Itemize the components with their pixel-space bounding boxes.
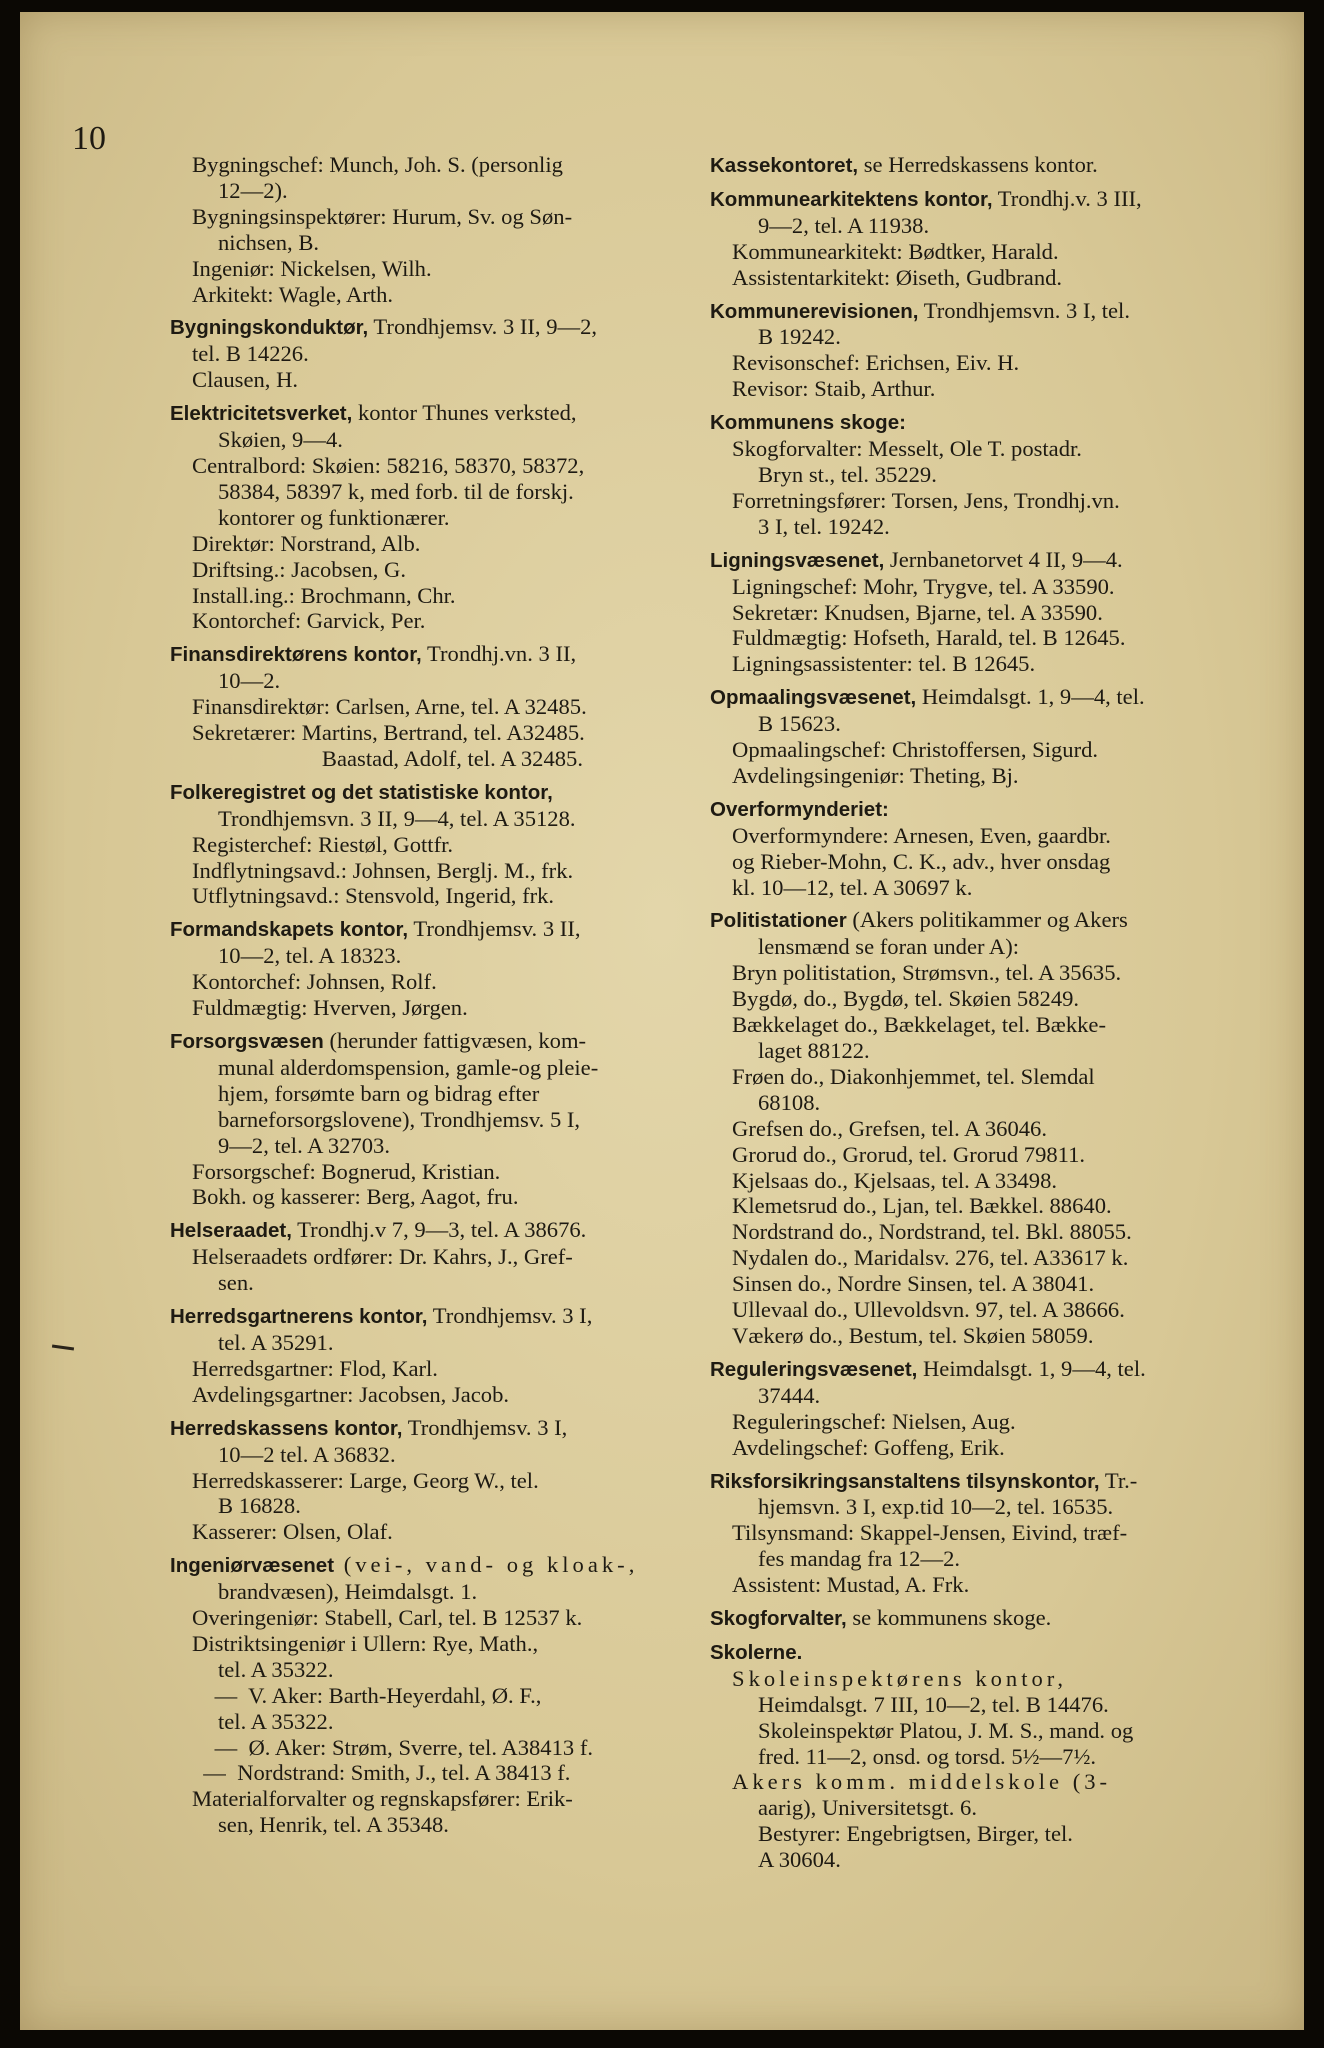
entry-heading-line <box>170 916 692 943</box>
entry-text: Tilsynsmand: Skappel-Jensen, Eivind, træf- <box>732 1520 1128 1546</box>
entry-text: aarig), Universitetsgt. 6. <box>758 1795 977 1821</box>
entry-text: hjem, forsømte barn og bidrag efter <box>218 1080 540 1106</box>
entry-line <box>170 1382 692 1408</box>
entry-text: Kasserer: Olsen, Olaf. <box>192 1519 393 1545</box>
right-column <box>710 152 1250 1880</box>
entry-line <box>170 1631 692 1657</box>
entry-text: barneforsorgslovene), Trondhjemsv. 5 I, <box>218 1106 581 1132</box>
entry-heading-line <box>170 400 692 427</box>
directory-entry <box>710 409 1250 540</box>
entry-line <box>710 1090 1250 1116</box>
entry-text: Kommunearkitekt: Bødtker, Harald. <box>732 238 1059 264</box>
entry-text: (Akers politikammer og Akers <box>846 907 1128 933</box>
entry-line <box>170 969 692 995</box>
entry-line <box>710 1383 1250 1409</box>
entry-text: kontor Thunes verksted, <box>352 400 577 426</box>
entry-line <box>170 557 692 583</box>
entry-text: munal alderdomspension, gamle-og pleie- <box>218 1054 599 1080</box>
entry-text: Bryn politistation, Strømsvn., tel. A 35635. <box>732 960 1122 986</box>
entry-line <box>170 1519 692 1545</box>
entry-line <box>710 324 1250 350</box>
entry-line <box>170 1760 692 1786</box>
entry-heading-line <box>170 1415 692 1442</box>
entry-line <box>170 341 692 367</box>
directory-entry <box>170 1217 692 1296</box>
entry-line <box>170 282 692 308</box>
entry-text: sen, Henrik, tel. A 35348. <box>218 1812 449 1838</box>
entry-heading-line <box>710 1356 1250 1383</box>
entry-text: 12—2). <box>218 177 288 203</box>
entry-text: Grefsen do., Grefsen, tel. A 36046. <box>732 1115 1047 1141</box>
entry-heading-line <box>710 1468 1250 1495</box>
entry-heading-line <box>710 152 1250 179</box>
entry-text: Registerchef: Riestøl, Gottfr. <box>192 831 454 857</box>
entry-text: Overingeniør: Stabell, Carl, tel. B 12537 k. <box>192 1605 583 1631</box>
entry-text: se kommunens skoge. <box>846 1605 1052 1631</box>
entry-line <box>170 1493 692 1519</box>
page-number: 10 <box>72 120 106 157</box>
entry-line <box>170 1786 692 1812</box>
entry-line <box>170 608 692 634</box>
entry-line <box>170 1330 692 1356</box>
entry-text: B 16828. <box>218 1493 301 1519</box>
entry-heading: Ingeniørvæsenet <box>170 1554 335 1578</box>
entry-text: Trondhjemsv. 3 II, 9—2, <box>368 314 598 340</box>
entry-line <box>710 823 1250 849</box>
entry-text: Skogforvalter: Messelt, Ole T. postadr. <box>732 436 1082 462</box>
entry-line <box>170 1356 692 1382</box>
entry-heading-line <box>170 1552 692 1579</box>
entry-text: Revisonschef: Erichsen, Eiv. H. <box>732 350 1020 376</box>
entry-text: 9—2, tel. A 11938. <box>758 212 930 238</box>
entry-line <box>710 960 1250 986</box>
entry-line <box>170 453 692 479</box>
entry-text: 10—2, tel. A 18323. <box>218 943 402 969</box>
entry-line <box>170 1579 692 1605</box>
entry-text: Herredsgartner: Flod, Karl. <box>192 1355 438 1381</box>
entry-text: Revisor: Staib, Arthur. <box>732 376 936 402</box>
entry-heading-line <box>170 779 692 806</box>
entry-text: Direktør: Norstrand, Alb. <box>192 530 421 556</box>
entry-line <box>710 265 1250 291</box>
entry-line <box>710 1847 1250 1873</box>
directory-entry <box>710 298 1250 403</box>
entry-line <box>170 1812 692 1838</box>
entry-text: Bryn st., tel. 35229. <box>758 461 937 487</box>
entry-heading: Bygningskonduktør, <box>170 316 369 340</box>
entry-line <box>170 806 692 832</box>
entry-text: (herunder fattigvæsen, kom- <box>323 1028 587 1053</box>
entry-line <box>710 651 1250 677</box>
entry-line <box>170 531 692 557</box>
entry-line <box>710 1718 1250 1744</box>
entry-text: Finansdirektør: Carlsen, Arne, tel. A 32485. <box>192 694 587 720</box>
entry-line <box>710 1116 1250 1142</box>
entry-text: Trondhjemsv. 3 I, <box>427 1303 593 1329</box>
entry-text: Indflytningsavd.: Johnsen, Berglj. M., frk. <box>192 857 574 883</box>
directory-entry <box>710 1468 1250 1599</box>
entry-line <box>170 583 692 609</box>
entry-heading-line <box>710 409 1250 436</box>
entry-line <box>710 934 1250 960</box>
entry-line <box>170 230 692 256</box>
entry-text: sen. <box>218 1270 254 1296</box>
entry-line <box>710 213 1250 239</box>
entry-line <box>710 1038 1250 1064</box>
directory-entry <box>710 796 1250 901</box>
entry-text: Trondhjemsv. 3 I, <box>402 1414 568 1440</box>
entry-text: Grorud do., Grorud, tel. Grorud 79811. <box>732 1141 1086 1167</box>
entry-line <box>170 152 692 178</box>
entry-text: Tr.- <box>1099 1467 1138 1493</box>
entry-heading: Skolerne. <box>710 1640 803 1664</box>
entry-line <box>710 376 1250 402</box>
entry-text: fes mandag fra 12—2. <box>758 1546 961 1572</box>
entry-text: brandvæsen), Heimdalsgt. 1. <box>218 1579 478 1605</box>
directory-entry <box>710 1639 1250 1873</box>
entry-line <box>710 986 1250 1012</box>
entry-line <box>710 514 1250 540</box>
entry-text: Heimdalsgt. 1, 9—4, tel. <box>917 1355 1146 1381</box>
entry-text: — Nordstrand: Smith, J., tel. A 38413 f. <box>192 1760 571 1786</box>
entry-line <box>710 711 1250 737</box>
entry-line <box>710 1323 1250 1349</box>
entry-line <box>710 1744 1250 1770</box>
directory-entry <box>170 1552 692 1838</box>
entry-text: Nydalen do., Maridalsv. 276, tel. A33617 k. <box>732 1245 1129 1271</box>
entry-heading-line <box>170 641 692 668</box>
entry-line <box>170 858 692 884</box>
entry-heading: Opmaalingsvæsenet, <box>710 686 917 710</box>
entry-text: Fuldmægtig: Hofseth, Harald, tel. B 12645. <box>732 625 1126 651</box>
entry-text: Skoleinspektørens kontor, <box>732 1665 1068 1691</box>
entry-text: Forsorgschef: Bognerud, Kristian. <box>192 1158 501 1184</box>
entry-line <box>170 1107 692 1133</box>
entry-text: Skoleinspektør Platou, J. M. S., mand. og <box>758 1717 1134 1743</box>
entry-text: Avdelingschef: Goffeng, Erik. <box>732 1434 1005 1460</box>
entry-text: Reguleringschef: Nielsen, Aug. <box>732 1408 1016 1434</box>
entry-text: Sekretær: Knudsen, Bjarne, tel. A 33590. <box>732 599 1103 625</box>
entry-text: Trondhjemsv. 3 II, <box>408 916 581 942</box>
entry-line <box>170 367 692 393</box>
entry-line <box>710 350 1250 376</box>
entry-line <box>170 832 692 858</box>
entry-heading-line <box>710 796 1250 823</box>
entry-heading-line <box>710 298 1250 325</box>
entry-text: Bokh. og kasserer: Berg, Aagot, fru. <box>192 1184 519 1210</box>
entry-text: Opmaalingschef: Christoffersen, Sigurd. <box>732 737 1099 763</box>
entry-heading-line <box>170 1217 692 1244</box>
entry-heading: Finansdirektørens kontor, <box>170 643 422 667</box>
entry-text: Vækerø do., Bestum, tel. Skøien 58059. <box>732 1322 1094 1348</box>
entry-line <box>170 1468 692 1494</box>
entry-heading-line <box>710 907 1250 934</box>
entry-heading: Helseraadet, <box>170 1219 292 1243</box>
directory-entry <box>710 547 1250 678</box>
entry-line <box>170 1081 692 1107</box>
entry-text: kontorer og funktionærer. <box>218 504 450 530</box>
entry-text: Trondhj.v. 3 III, <box>992 185 1142 211</box>
entry-heading: Elektricitetsverket, <box>170 402 353 426</box>
entry-line <box>170 505 692 531</box>
entry-line <box>710 1435 1250 1461</box>
entry-line <box>710 1795 1250 1821</box>
directory-page <box>20 12 1304 2030</box>
entry-line <box>170 720 692 746</box>
entry-line <box>170 427 692 453</box>
directory-entry <box>170 1303 692 1408</box>
entry-text: Sinsen do., Nordre Sinsen, tel. A 38041. <box>732 1271 1095 1297</box>
directory-entry <box>170 1028 692 1210</box>
entry-line <box>710 1546 1250 1572</box>
entry-line <box>170 204 692 230</box>
entry-line <box>710 1692 1250 1718</box>
entry-text: Avdelingsgartner: Jacobsen, Jacob. <box>192 1381 510 1407</box>
entry-text: Jernbanetorvet 4 II, 9—4. <box>884 546 1123 572</box>
entry-text: se Herredskassens kontor. <box>858 152 1098 177</box>
entry-text: Frøen do., Diakonhjemmet, tel. Slemdal <box>732 1063 1095 1089</box>
entry-heading: Forsorgsvæsen <box>170 1030 324 1053</box>
directory-entry <box>170 641 692 772</box>
entry-heading: Kommunens skoge: <box>710 411 906 435</box>
entry-line <box>170 1270 692 1296</box>
entry-line <box>710 1271 1250 1297</box>
entry-heading: Formandskapets kontor, <box>170 918 409 942</box>
entry-text: Akers komm. middelskole (3- <box>732 1769 1112 1795</box>
entry-line <box>170 479 692 505</box>
entry-line <box>710 462 1250 488</box>
entry-text: (vei-, vand- og kloak-, <box>334 1552 639 1578</box>
entry-line <box>170 256 692 282</box>
entry-text: Heimdalsgt. 1, 9—4, tel. <box>916 684 1145 710</box>
entry-text: Trondhjemsvn. 3 II, 9—4, tel. A 35128. <box>218 805 576 831</box>
entry-text: — Ø. Aker: Strøm, Sverre, tel. A38413 f. <box>192 1734 593 1760</box>
entry-text: A 30604. <box>758 1847 841 1873</box>
entry-line <box>170 1442 692 1468</box>
entry-line <box>170 1055 692 1081</box>
entry-line <box>170 1657 692 1683</box>
entry-text: 37444. <box>758 1382 821 1408</box>
directory-entry <box>170 400 692 634</box>
entry-line <box>710 625 1250 651</box>
entry-text: Arkitekt: Wagle, Arth. <box>192 281 394 307</box>
directory-entry <box>170 314 692 393</box>
entry-text: Ullevaal do., Ullevoldsvn. 97, tel. A 38666. <box>732 1297 1125 1323</box>
entry-text: fred. 11—2, onsd. og torsd. 5½—7½. <box>758 1743 1097 1769</box>
entry-text: 10—2. <box>218 668 281 694</box>
entry-heading-line <box>710 186 1250 213</box>
directory-entry <box>710 907 1250 1348</box>
entry-heading: Kommunearkitektens kontor, <box>710 187 993 211</box>
entry-line <box>710 1297 1250 1323</box>
entry-heading: Folkeregistret og det statistiske kontor, <box>170 780 553 804</box>
entry-text: Trondhj.v 7, 9—3, tel. A 38676. <box>291 1217 587 1243</box>
entry-text: Bestyrer: Engebrigtsen, Birger, tel. <box>758 1821 1073 1847</box>
entry-text: 58384, 58397 k, med forb. til de forskj. <box>218 478 574 504</box>
entry-text: tel. A 35291. <box>218 1329 334 1355</box>
entry-line <box>710 1142 1250 1168</box>
entry-line <box>710 1193 1250 1219</box>
entry-text: Install.ing.: Brochmann, Chr. <box>192 582 456 608</box>
entry-line <box>170 746 692 772</box>
directory-entry <box>170 1415 692 1546</box>
entry-text: Klemetsrud do., Ljan, tel. Bækkel. 88640. <box>732 1193 1112 1219</box>
entry-line <box>710 600 1250 626</box>
entry-line <box>170 883 692 909</box>
entry-text: Baastad, Adolf, tel. A 32485. <box>192 745 583 771</box>
entry-line <box>710 875 1250 901</box>
entry-line <box>710 574 1250 600</box>
entry-text: Ligningsassistenter: tel. B 12645. <box>732 651 1036 677</box>
entry-line <box>710 1769 1250 1795</box>
entry-line <box>710 849 1250 875</box>
entry-line <box>710 1245 1250 1271</box>
entry-line <box>170 1605 692 1631</box>
entry-text: Overformyndere: Arnesen, Even, gaardbr. <box>732 822 1111 848</box>
entry-line <box>710 1168 1250 1194</box>
entry-text: lensmænd se foran under A): <box>758 934 1020 960</box>
entry-line <box>710 1494 1250 1520</box>
entry-text: Assistent: Mustad, A. Frk. <box>732 1572 970 1598</box>
entry-text: Skøien, 9—4. <box>218 427 343 453</box>
directory-entry <box>710 1605 1250 1632</box>
entry-text: — V. Aker: Barth-Heyerdahl, Ø. F., <box>192 1682 542 1708</box>
entry-heading-line <box>170 1028 692 1055</box>
entry-text: Avdelingsingeniør: Theting, Bj. <box>732 762 1019 788</box>
entry-line <box>710 1219 1250 1245</box>
entry-line <box>170 995 692 1021</box>
entry-text: kl. 10—12, tel. A 30697 k. <box>732 874 973 900</box>
directory-entry <box>710 186 1250 291</box>
entry-line <box>710 1666 1250 1692</box>
entry-text: Kjelsaas do., Kjelsaas, tel. A 33498. <box>732 1167 1058 1193</box>
entry-text: Bygningschef: Munch, Joh. S. (personlig <box>192 152 563 177</box>
entry-line <box>170 1244 692 1270</box>
entry-text: hjemsvn. 3 I, exp.tid 10—2, tel. 16535. <box>758 1494 1114 1520</box>
entry-line <box>170 1184 692 1210</box>
entry-text: tel. A 35322. <box>218 1708 334 1734</box>
entry-text: Bygdø, do., Bygdø, tel. Skøien 58249. <box>732 986 1080 1012</box>
directory-entry <box>710 684 1250 789</box>
entry-line <box>710 1821 1250 1847</box>
entry-text: B 15623. <box>758 711 841 737</box>
entry-heading: Politistationer <box>710 909 847 933</box>
entry-line <box>710 1012 1250 1038</box>
entry-line <box>170 178 692 204</box>
entry-heading-line <box>170 314 692 341</box>
entry-text: Fuldmægtig: Hverven, Jørgen. <box>192 995 468 1021</box>
entry-text: Bygningsinspektører: Hurum, Sv. og Søn- <box>192 203 573 229</box>
entry-text: tel. B 14226. <box>192 341 309 367</box>
entry-line <box>170 1159 692 1185</box>
entry-line <box>170 1683 692 1709</box>
directory-entry <box>710 1356 1250 1461</box>
entry-heading-line <box>710 684 1250 711</box>
entry-text: Kontorchef: Garvick, Per. <box>192 608 426 634</box>
entry-line <box>710 1572 1250 1598</box>
entry-text: Materialforvalter og regnskapsfører: Erik- <box>192 1786 573 1812</box>
entry-heading: Herredskassens kontor, <box>170 1416 403 1440</box>
entry-heading: Riksforsikringsanstaltens tilsynskontor, <box>710 1469 1100 1493</box>
entry-line <box>710 1520 1250 1546</box>
entry-heading: Herredsgartnerens kontor, <box>170 1305 428 1329</box>
entry-text: Assistentarkitekt: Øiseth, Gudbrand. <box>732 264 1063 290</box>
entry-text: Centralbord: Skøien: 58216, 58370, 58372, <box>192 452 585 478</box>
entry-heading: Overformynderiet: <box>710 797 889 821</box>
entry-heading: Kommunerevisionen, <box>710 299 919 323</box>
entry-line <box>170 1709 692 1735</box>
entry-text: laget 88122. <box>758 1038 870 1063</box>
entry-text: Sekretærer: Martins, Bertrand, tel. A32485. <box>192 720 585 746</box>
directory-entry <box>170 152 692 307</box>
directory-entry <box>170 916 692 1021</box>
entry-line <box>710 1064 1250 1090</box>
entry-line <box>710 763 1250 789</box>
entry-text: Heimdalsgt. 7 III, 10—2, tel. B 14476. <box>758 1691 1109 1717</box>
margin-mark <box>52 1344 74 1350</box>
entry-line <box>710 488 1250 514</box>
entry-line <box>170 694 692 720</box>
entry-heading-line <box>170 1303 692 1330</box>
entry-text: Driftsing.: Jacobsen, G. <box>192 556 406 582</box>
entry-text: tel. A 35322. <box>218 1656 334 1682</box>
entry-text: og Rieber-Mohn, C. K., adv., hver onsdag <box>732 848 1111 874</box>
entry-text: Trondhj.vn. 3 II, <box>421 641 577 667</box>
entry-heading-line <box>710 547 1250 574</box>
entry-line <box>170 668 692 694</box>
entry-line <box>170 1133 692 1159</box>
entry-heading: Skogforvalter, <box>710 1607 847 1631</box>
entry-text: Utflytningsavd.: Stensvold, Ingerid, frk. <box>192 883 555 909</box>
directory-entry <box>170 779 692 910</box>
entry-line <box>710 239 1250 265</box>
entry-text: Ingeniør: Nickelsen, Wilh. <box>192 255 432 281</box>
entry-text: Herredskasserer: Large, Georg W., tel. <box>192 1467 539 1493</box>
entry-line <box>710 1409 1250 1435</box>
entry-heading-line <box>710 1605 1250 1632</box>
entry-line <box>710 436 1250 462</box>
entry-text: 3 I, tel. 19242. <box>758 513 890 539</box>
entry-text: Kontorchef: Johnsen, Rolf. <box>192 969 437 995</box>
entry-line <box>170 943 692 969</box>
entry-text: Forretningsfører: Torsen, Jens, Trondhj.vn. <box>732 487 1120 513</box>
entry-text: Trondhjemsvn. 3 I, tel. <box>918 297 1130 323</box>
entry-heading: Kassekontoret, <box>710 154 859 177</box>
entry-text: Distriktsingeniør i Ullern: Rye, Math., <box>192 1630 539 1656</box>
entry-text: Ligningschef: Mohr, Trygve, tel. A 33590. <box>732 573 1115 599</box>
entry-text: Helseraadets ordfører: Dr. Kahrs, J., Gref- <box>192 1244 573 1270</box>
entry-text: B 19242. <box>758 324 841 350</box>
entry-text: 68108. <box>758 1089 821 1115</box>
entry-text: 10—2 tel. A 36832. <box>218 1441 396 1467</box>
entry-text: nichsen, B. <box>218 229 320 255</box>
entry-text: Clausen, H. <box>192 367 299 393</box>
entry-line <box>170 1735 692 1761</box>
entry-heading: Reguleringsvæsenet, <box>710 1357 918 1381</box>
directory-entry <box>710 152 1250 179</box>
entry-text: Nordstrand do., Nordstrand, tel. Bkl. 88055. <box>732 1219 1132 1245</box>
entry-heading: Ligningsvæsenet, <box>710 548 885 572</box>
entry-text: Bækkelaget do., Bækkelaget, tel. Bække- <box>732 1012 1106 1038</box>
entry-line <box>710 737 1250 763</box>
entry-heading-line <box>710 1639 1250 1666</box>
left-column <box>170 152 692 1845</box>
entry-text: 9—2, tel. A 32703. <box>218 1132 390 1158</box>
